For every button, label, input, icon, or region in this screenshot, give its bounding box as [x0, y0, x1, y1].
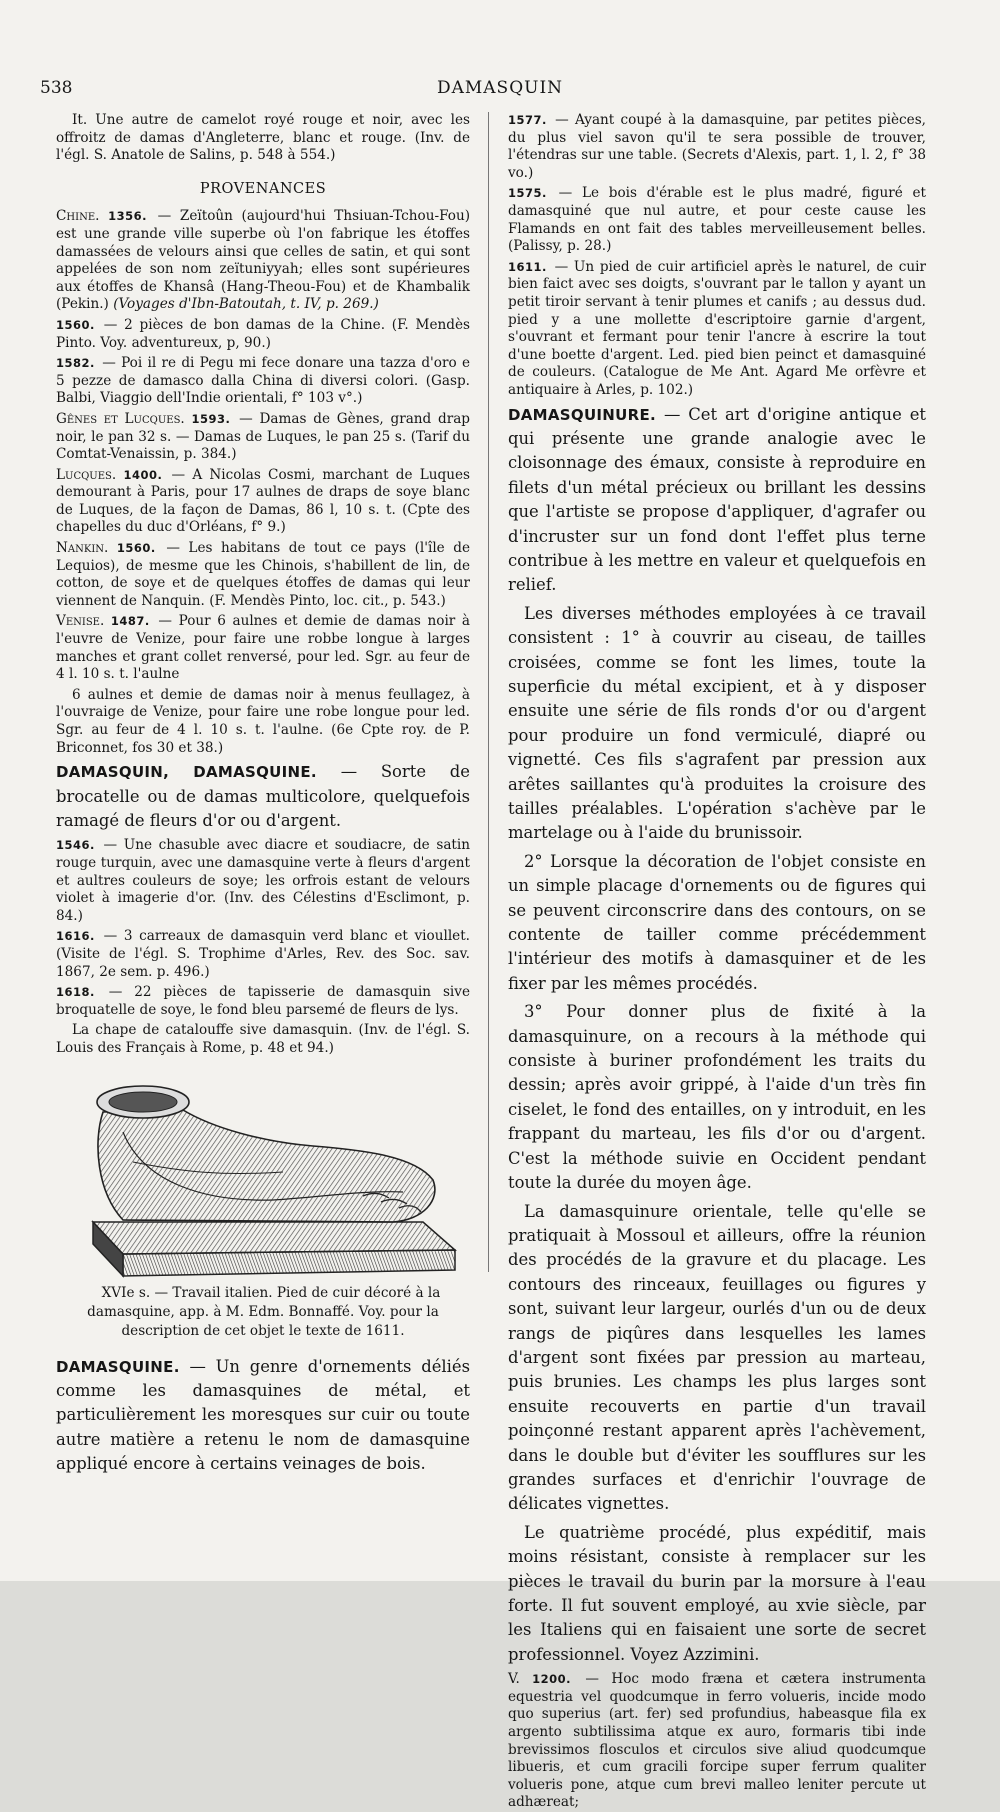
foot-engraving	[63, 1072, 463, 1278]
damasquin-article	[56, 760, 470, 833]
entry-year: 1546.	[56, 838, 95, 853]
entry-year: 1200.	[532, 1672, 572, 1687]
entry-year: 1616.	[56, 929, 95, 944]
damasquinure-paragraph: La damasquinure orientale, telle qu'elle se pratiquait à Mossoul et ailleurs, offre la réunion des procédés de la gravure et du placage. Les contours des rinceaux, feuillages ou figures y sont, suivant leur largeur, ourlés d'un ou de deux rangs de piqûres dans lesquelles les lames d'argent sont fixées par pression au marteau, puis brunies. Les champs les plus larges sont ensuite recouverts en partie d'un travail poinçonné restant apparent après l'achèvement, dans le double but d'éviter les soufflures sur les grandes surfaces et d'enrichir l'ouvrage de délicates vignettes.	[508, 1201, 926, 1514]
left-column	[56, 112, 470, 1551]
entry-place: Lucques.	[56, 466, 117, 483]
damasquine-entry	[508, 259, 926, 400]
entry-text: — Un pied de cuir artificiel après le naturel, de cuir bien faict avec ses doigts, s'ouvrant par le tallon y ayant un petit tiroir servant à tenir plumes et canifs ; au dessus dud. pied y a une mollette d'escriptoire garnie d'argent, s'ouvrant et fermant pour tenir l'ancre à escrire la tout d'une boette d'argent. Led. pied bien peinct et damasquiné de couleurs. (Catalogue de Me Ant. Agard Me orfèvre et antiquaire à Arles, p. 102.)	[508, 258, 927, 398]
entry-text: — Damas de Gènes, grand drap noir, le pan 32 s. — Damas de Luques, le pan 25 s. (Tarif du Comtat-Venaissin, p. 384.)	[56, 410, 471, 463]
right-column	[508, 112, 927, 1811]
damasquinure-paragraph: Les diverses méthodes employées à ce travail consistent : 1° à couvrir au ciseau, de tailles croisées, comme se font les limes, toute la superficie du métal excipient, et à y disposer ensuite une série de fils ronds d'or ou d'argent pour produire un fond vermiculé, diapré ou vignetté. Ces fils s'agrafent par pression aux arêtes saillantes qu'à produites la croisure des tailles préalables. L'opération s'achève par le martelage ou à l'aide du brunissoir.	[508, 603, 926, 843]
intro-paragraph: It. Une autre de camelot royé rouge et noir, avec les offroitz de damas d'Angleterre, blanc et rouge. (Inv. de l'égl. S. Anatole de Salins, p. 548 à 554.)	[56, 112, 470, 164]
damasquinure-paragraph: 3° Pour donner plus de fixité à la damasquinure, on a recours à la méthode qui consiste à buriner profondément les traits du dessin; après avoir grippé, à l'aide d'un très fin ciselet, le fond des entailles, on y introduit, en les frappant du marteau, les fils d'or ou d'argent. C'est la méthode suivie en Occident pendant toute la durée du moyen âge.	[508, 1002, 926, 1193]
damasquin-entry	[56, 837, 470, 925]
entry-place: Venise.	[56, 613, 105, 630]
headword-damasquinure: DAMASQUINURE.	[508, 405, 657, 424]
damasquin-entry	[56, 984, 470, 1019]
entry-place: Chine.	[56, 208, 100, 225]
entry-year: 1356.	[108, 209, 147, 224]
entry-year: 1487.	[110, 614, 150, 629]
entry-text: — 2 pièces de bon damas de la Chine. (F. Mendès Pinto. Voy. adventureux, p, 90.)	[56, 316, 470, 351]
damasquine-article	[56, 1355, 470, 1477]
entry-place: Gênes et Lucques.	[56, 410, 185, 427]
damasquinure-article	[508, 403, 926, 598]
entry-source: (Voyages d'Ibn-Batoutah, t. IV, p. 269.)	[113, 296, 379, 313]
entry-place: Nankin.	[56, 540, 109, 557]
provenance-entry	[56, 613, 470, 683]
section-heading-provenances: PROVENANCES	[199, 180, 327, 197]
headword-damasquin: DAMASQUIN, DAMASQUINE.	[56, 763, 317, 782]
provenance-entry	[56, 540, 470, 610]
headword-damasquine: DAMASQUINE.	[56, 1357, 180, 1376]
entry-text: — Ayant coupé à la damasquine, par petites pièces, du plus viel savon qu'il te sera possible de trouver, l'étendras sur une table. (Secrets d'Alexis, part. 1, l. 2, f° 38 vo.)	[508, 112, 926, 181]
damasquinure-entry	[508, 1671, 926, 1812]
leather-foot-illustration	[56, 1072, 470, 1341]
definition-damasquine: — Un genre d'ornements déliés comme les damasquines de métal, et particulièrement les moresques sur cuir ou toute autre matière a retenu le nom de damasquine appliqué encore à certains veinages de bois.	[56, 1356, 470, 1474]
damasquinure-paragraph: Le quatrième procédé, plus expéditif, mais moins résistant, consiste à remplacer sur les pièces le travail du burin par la morsure à l'eau forte. Il fut souvent employé, au xvie siècle, par les Italiens qui en faisaient une sorte de secret professionnel. Voyez Azzimini.	[508, 1522, 926, 1664]
entry-text: — Poi il re di Pegu mi fece donare una tazza d'oro e 5 pezze de damasco dalla China di diversi colori. (Gasp. Balbi, Viaggio dell'Indie orientali, f° 103 v°.)	[56, 355, 470, 407]
entry-year: 1618.	[56, 985, 95, 1000]
entry-text: — A Nicolas Cosmi, marchant de Luques demourant à Paris, pour 17 aulnes de draps de soye blanc de Luques, de la façon de Damas, 86 l, 10 s. t. (Cpte des chapelles du duc d'Orléans, f° 9.)	[56, 466, 470, 536]
entry-text: — Zeïtoûn (aujourd'hui Thsiuan-Tchou-Fou) est une grande ville superbe où l'on fabrique les étoffes damassées de velours ainsi que celles de satin, et qui sont appelées de son nom zeïtuniyyah; elles sont supérieures aux étoffes de Khansâ (Hang-Theou-Fou) et de Khambalik (Pekin.)	[56, 208, 471, 313]
figure-caption: XVIe s. — Travail italien. Pied de cuir décoré à la damasquine, app. à M. Edm. Bonnaffé. Voy. pour la description de cet objet le texte de 1611.	[87, 1284, 441, 1339]
entry-year: 1400.	[123, 467, 163, 482]
entry-year: 1582.	[56, 356, 95, 371]
damasquine-entry	[508, 112, 926, 182]
damasquinure-paragraph: — Cet art d'origine antique et qui présente une grande analogie avec le cloisonnage des émaux, consiste à reproduire en filets d'un métal précieux ou brillant les dessins que l'artiste se propose d'appliquer, d'agrafer ou d'incruster sur un fond dont l'effet plus terne contribue à les mettre en valeur et quelquefois en relief.	[508, 404, 926, 595]
provenance-entry	[56, 317, 470, 352]
provenance-entry	[56, 208, 470, 314]
entry-text: — Une chasuble avec diacre et soudiacre, de satin rouge turquin, avec une damasquine verte à fleurs d'argent et aultres couleurs de soye; les orfrois estant de velours violet à imagerie d'or. (Inv. des Célestins d'Esclimont, p. 84.)	[56, 837, 470, 924]
definition-damasquin: — Sorte de brocatelle ou de damas multicolore, quelquefois ramagé de fleurs d'or ou d'argent.	[56, 762, 470, 830]
entry-prefix: V.	[508, 1671, 520, 1688]
entry-text: — Pour 6 aulnes et demie de damas noir à l'euvre de Venize, pour faire une robbe longue à larges manches et grant collet renversé, pour led. Sgr. au feur de 4 l. 10 s. t. l'aulne	[56, 613, 470, 683]
damasquinure-paragraph: 2° Lorsque la décoration de l'objet consiste en un simple placage d'ornements ou de figures qui se peuvent circonscrire dans des contours, on se contente de tailler comme précédemment l'intérieur des motifs à damasquiner et de les fixer par les mêmes procédés.	[508, 851, 926, 993]
provenance-entry	[56, 355, 470, 408]
damasquin-continuation: La chape de catalouffe sive damasquin. (Inv. de l'égl. S. Louis des Français à Rome, p. 48 et 94.)	[56, 1022, 470, 1056]
column-divider	[488, 112, 489, 1272]
entry-text: — Les habitans de tout ce pays (l'île de Lequios), de mesme que les Chinois, s'habillent de lin, de cotton, de soye et de quelques étoffes de damas qui leur viennent de Nanquin. (F. Mendès Pinto, loc. cit., p. 543.)	[56, 540, 470, 609]
damasquin-entry	[56, 928, 470, 981]
entry-year: 1593.	[191, 411, 231, 426]
running-title: DAMASQUIN	[436, 78, 564, 98]
entry-text: — Le bois d'érable est le plus madré, figuré et damasquiné que nul autre, et pour ceste cause les Flamands en ont fait des tables merveilleusement belles. (Palissy, p. 28.)	[508, 185, 926, 255]
entry-text: — 3 carreaux de damasquin verd blanc et vioullet. (Visite de l'égl. S. Trophime d'Arles, Rev. des Soc. sav. 1867, 2e sem. p. 496.)	[56, 928, 470, 980]
entry-text: — Hoc modo fræna et cætera instrumenta equestria vel quodcumque in ferro volueris, incide modo quo superius (art. fer) sed profundius, habeasque fila ex argento subtilissima atque ex auro, formaris tibi inde brevissimos flosculos et circulos sive aliud quodcumque libueris, et cum gracili forcipe super ferrum qualiter volueris pone, atque cum brevi malleo leniter percute ut adhæreat;	[508, 1671, 927, 1811]
entry-year: 1575.	[508, 186, 547, 201]
provenance-entry	[56, 467, 470, 537]
provenance-entry	[56, 411, 470, 464]
page-number: 538	[40, 78, 73, 98]
damasquine-entry	[508, 185, 926, 255]
entry-year: 1577.	[508, 113, 547, 127]
entry-year: 1611.	[508, 259, 547, 274]
entry-year: 1560.	[56, 317, 95, 332]
venise-continuation: 6 aulnes et demie de damas noir à menus feullagez, à l'ouvraige de Venize, pour faire une robe longue pour led. Sgr. au feur de 4 l. 10 s. t. l'aulne. (6e Cpte roy. de P. Briconnet, fos 30 et 38.)	[56, 686, 470, 756]
running-header	[40, 78, 960, 102]
entry-year: 1560.	[116, 541, 156, 556]
entry-text: — 22 pièces de tapisserie de damasquin sive broquatelle de soye, le fond bleu parsemé de fleurs de lys.	[56, 984, 470, 1018]
